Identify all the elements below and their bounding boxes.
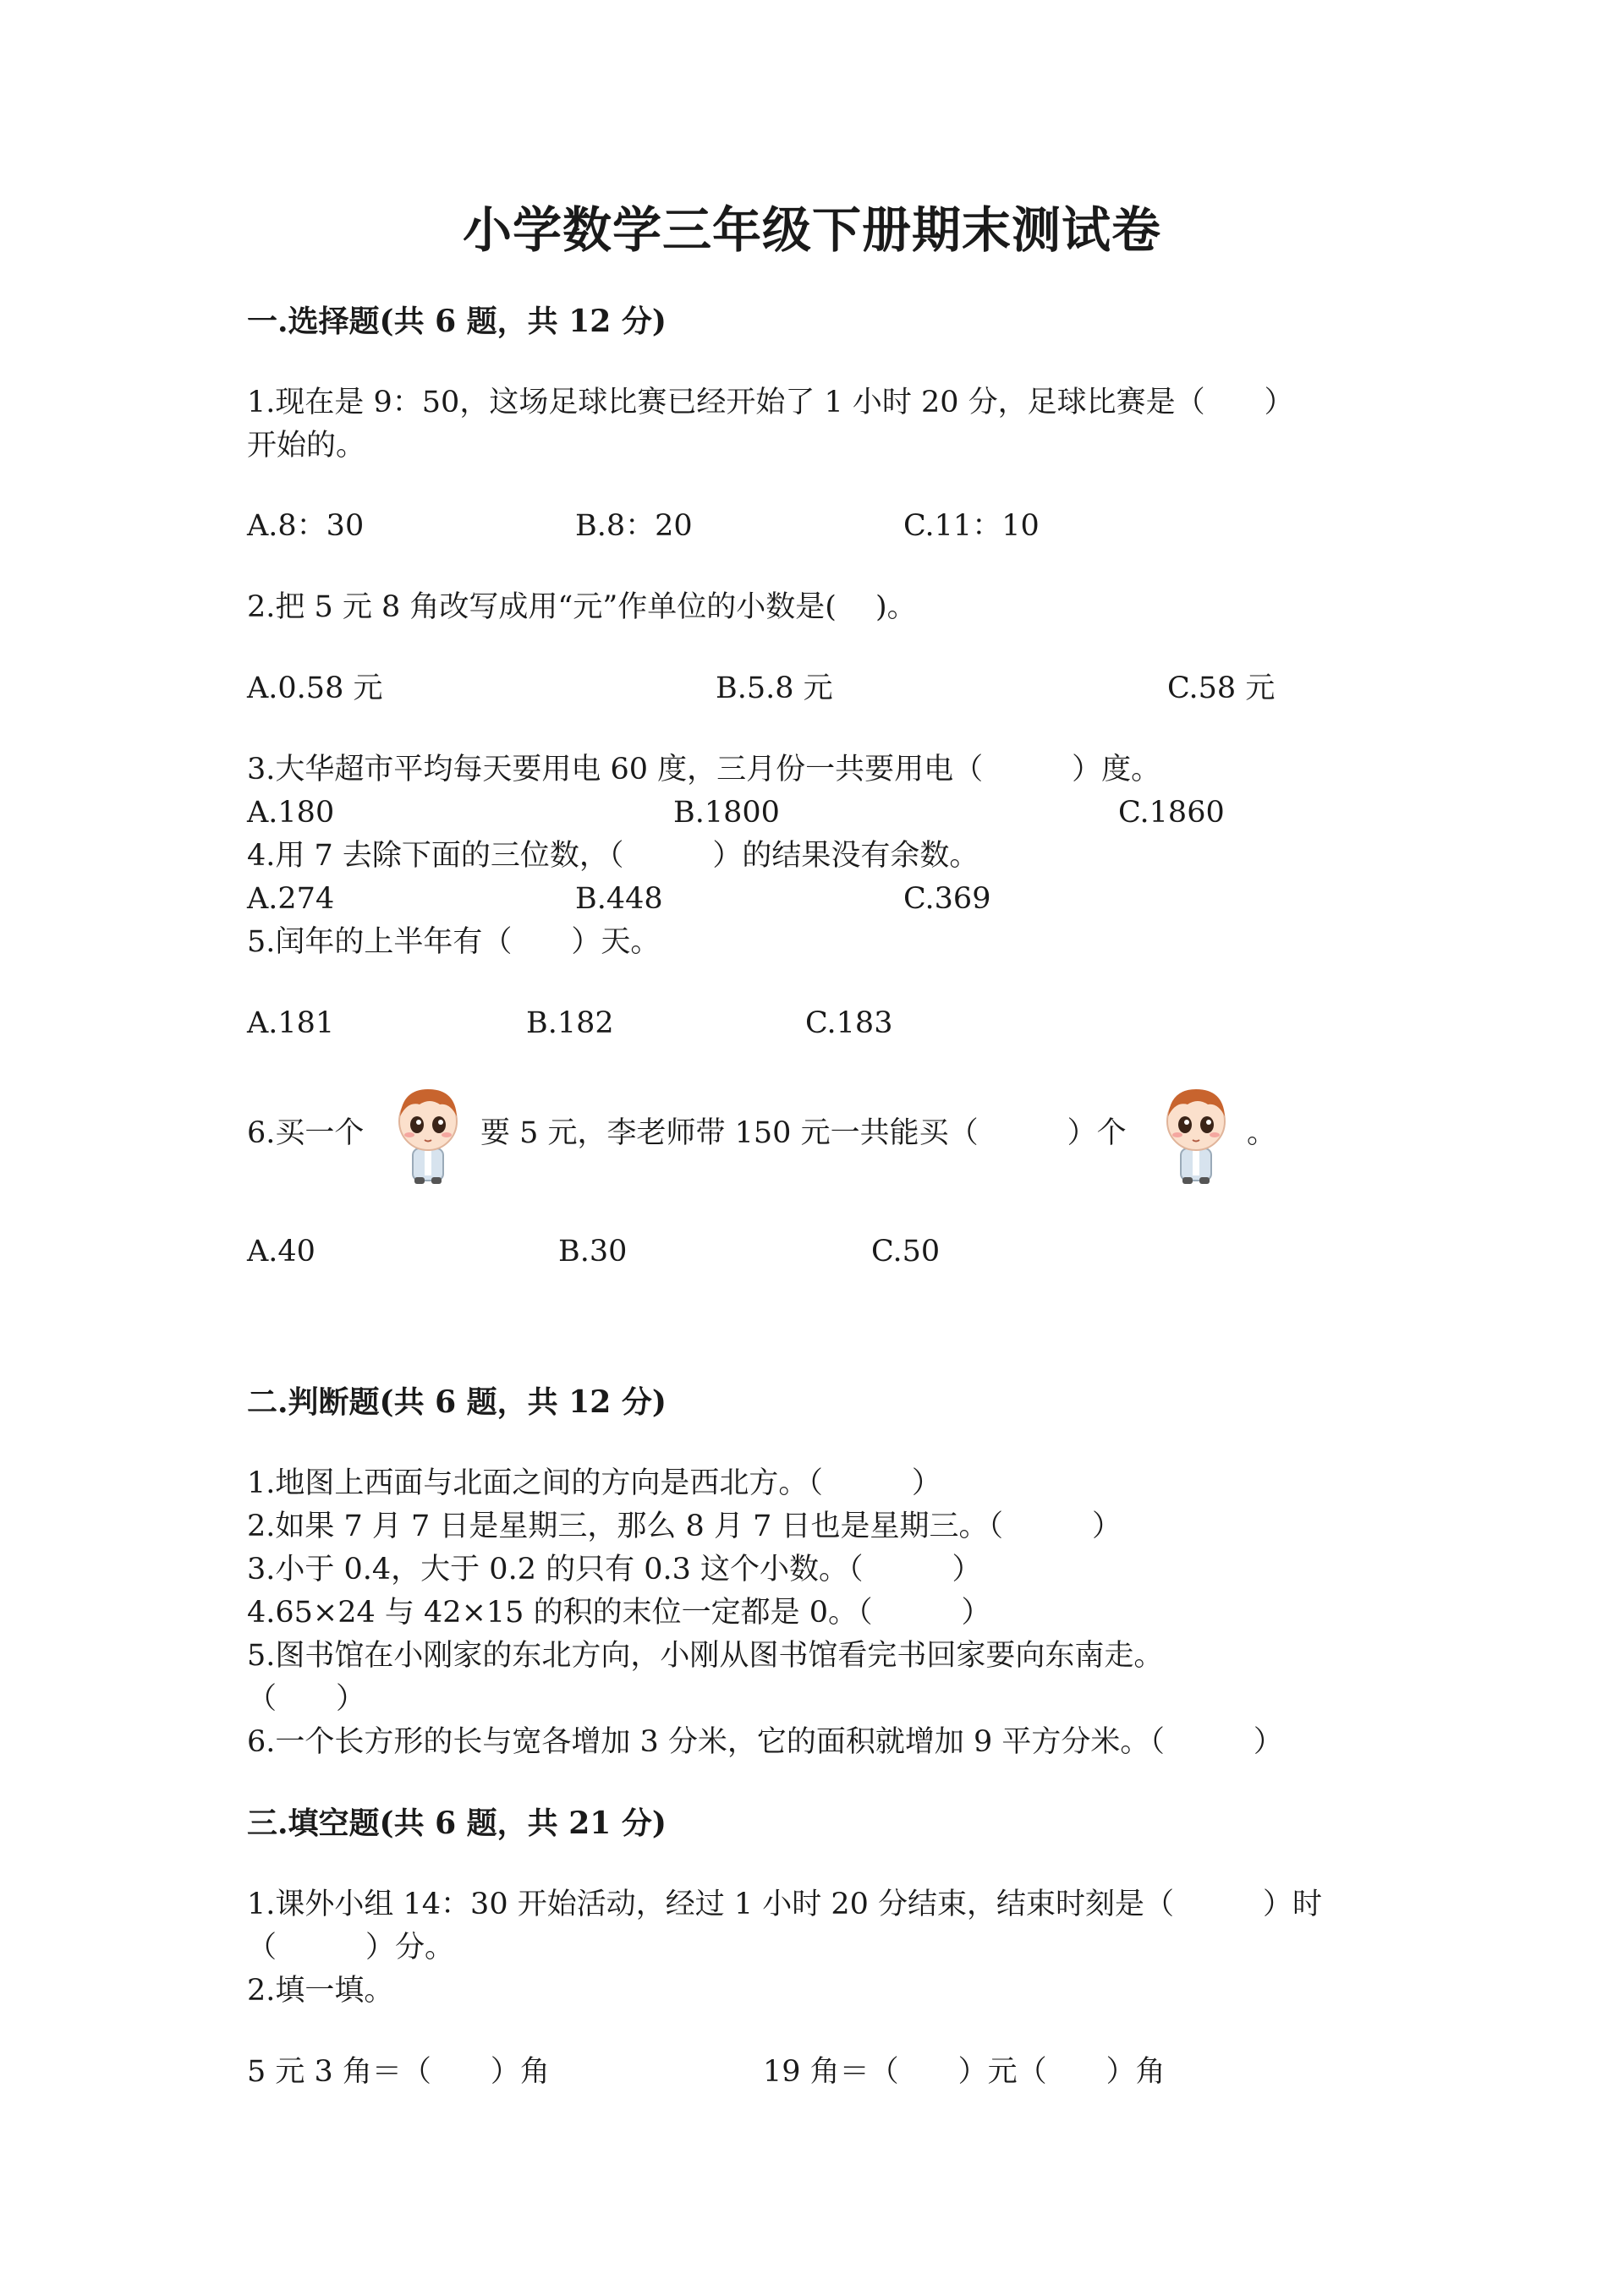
list-item: （ ） (247, 1682, 366, 1716)
list-item: 1.地图上西面与北面之间的方向是西北方。（ ） (247, 1466, 941, 1500)
option-c: C.183 (805, 1006, 893, 1040)
option-b: B.8：20 (575, 509, 693, 543)
boy-illustration (391, 1082, 465, 1186)
list-item: 4.65×24 与 42×15 的积的末位一定都是 0。（ ） (247, 1596, 991, 1630)
option-a: A.181 (247, 1006, 335, 1040)
section-heading-choice: 一.选择题(共 6 题，共 12 分) (247, 304, 667, 339)
question-text: 3.大华超市平均每天要用电 60 度，三月份一共要用电（ ）度。 (247, 753, 1161, 786)
option-a: A.0.58 元 (247, 671, 383, 705)
list-item: 5.图书馆在小刚家的东北方向，小刚从图书馆看完书回家要向东南走。 (247, 1639, 1164, 1673)
question-text: 要 5 元，李老师带 150 元一共能买（ ）个 (480, 1116, 1127, 1150)
question-text: 2.填一填。 (247, 1974, 394, 2008)
question-text: 5.闰年的上半年有（ ）天。 (247, 925, 661, 959)
fill-blank-right: 19 角＝（ ）元（ ）角 (763, 2055, 1166, 2089)
option-b: B.5.8 元 (716, 671, 833, 705)
option-b: B.182 (526, 1006, 614, 1040)
option-a: A.40 (247, 1235, 315, 1269)
fill-blank-left: 5 元 3 角＝（ ）角 (247, 2055, 550, 2089)
option-c: C.1860 (1118, 796, 1225, 830)
boy-illustration (1159, 1082, 1233, 1186)
option-b: B.30 (558, 1235, 628, 1269)
option-c: C.58 元 (1167, 671, 1276, 705)
question-text: 4.用 7 去除下面的三位数，（ ）的结果没有余数。 (247, 839, 979, 873)
question-text: 。 (1247, 1116, 1277, 1150)
option-c: C.50 (871, 1235, 941, 1269)
list-item: 2.如果 7 月 7 日是星期三，那么 8 月 7 日也是星期三。（ ） (247, 1510, 1122, 1543)
option-c: C.11：10 (903, 509, 1040, 543)
list-item: 3.小于 0.4，大于 0.2 的只有 0.3 这个小数。（ ） (247, 1553, 982, 1586)
option-b: B.1800 (673, 796, 780, 830)
question-text: 6.买一个 (247, 1116, 365, 1150)
section-heading-fill: 三.填空题(共 6 题，共 21 分) (247, 1806, 667, 1841)
list-item: 6.一个长方形的长与宽各增加 3 分米，它的面积就增加 9 平方分米。（ ） (247, 1725, 1283, 1759)
question-text: 开始的。 (247, 429, 366, 463)
section-heading-judge: 二.判断题(共 6 题，共 12 分) (247, 1384, 667, 1420)
option-c: C.369 (903, 882, 991, 916)
page-title: 小学数学三年级下册期末测试卷 (462, 201, 1161, 259)
question-text: 1.现在是 9：50，这场足球比赛已经开始了 1 小时 20 分，足球比赛是（ ） (247, 386, 1294, 419)
question-text: 1.课外小组 14：30 开始活动，经过 1 小时 20 分结束，结束时刻是（ ）时 (247, 1888, 1323, 1921)
option-a: A.274 (247, 882, 335, 916)
question-text: （ ）分。 (247, 1931, 455, 1964)
option-b: B.448 (575, 882, 663, 916)
option-a: A.8：30 (247, 509, 365, 543)
question-text: 2.把 5 元 8 角改写成用“元”作单位的小数是( )。 (247, 590, 917, 624)
option-a: A.180 (247, 796, 335, 830)
